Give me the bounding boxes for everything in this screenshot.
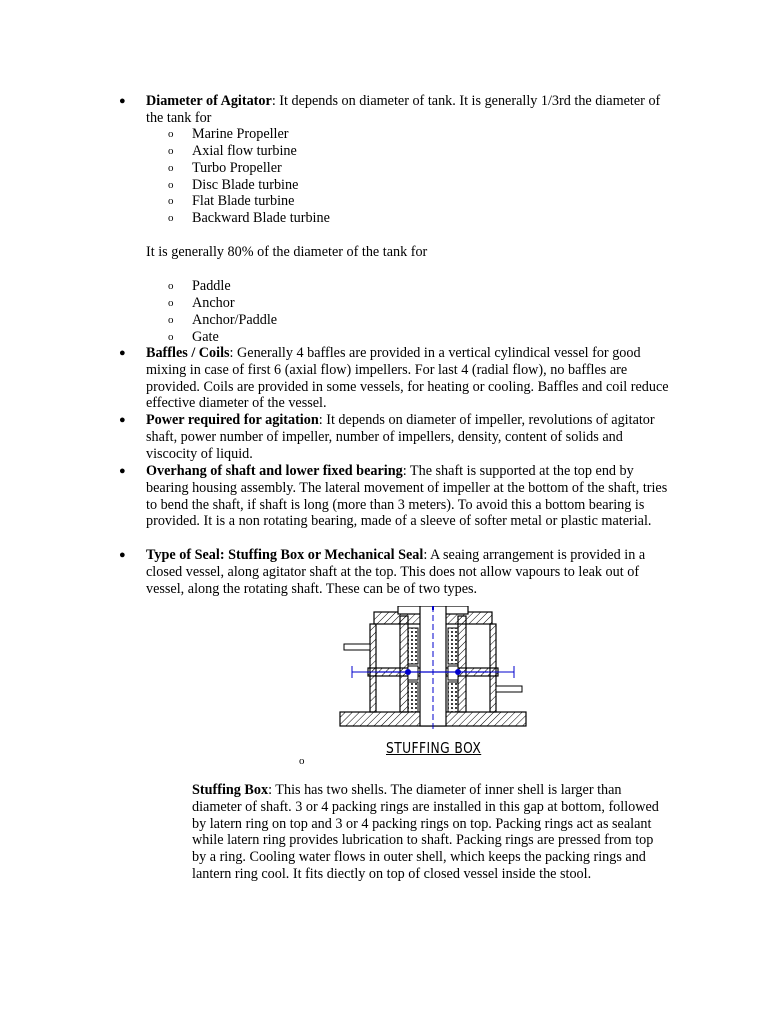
paragraph-title: Stuffing Box [192,782,269,798]
bullet-icon: ● [119,414,126,426]
sub-item [168,126,289,143]
sub-item [168,295,235,312]
circle-bullet-icon: o [168,145,174,157]
sub-item [168,193,295,210]
sub-item-label: Disc Blade turbine [192,177,299,193]
circle-bullet-icon: o [168,280,174,292]
sub-item-label: Anchor [192,295,235,311]
bullet-item-power-required [119,412,671,462]
bullet-item-diameter-of-agitator [119,93,671,127]
sub-item [168,312,278,329]
item-title: Power required for agitation [146,412,319,428]
item-title: Diameter of Agitator [146,93,272,109]
circle-bullet-icon: o [168,162,174,174]
sub-item [168,278,231,295]
sub-item-label: Paddle [192,278,231,294]
sub-item-label: Marine Propeller [192,126,289,142]
sub-item [168,329,219,346]
sub-item-label: Axial flow turbine [192,143,297,159]
sub-item [168,143,297,160]
item-text: : It depends on diameter of tank. It is generally 1/3rd the diameter of the tank for [146,93,661,126]
item-text: : A seaing arrangement is provided in a closed vessel, along agitator shaft at the top. This does not allow vapours to leak out of vessel, along the rotating shaft. These can be of two types. [146,547,646,597]
circle-bullet-icon: o [168,331,174,343]
sub-item-label: Backward Blade turbine [192,210,330,226]
bullet-item-type-of-seal [119,547,671,597]
sub-item-label: Gate [192,329,219,345]
item-title: Baffles / Coils [146,345,230,361]
paragraph-80-percent: It is generally 80% of the diameter of the tank for [146,244,428,260]
circle-bullet-icon: o [168,314,174,326]
item-text: : Generally 4 baffles are provided in a vertical cylindical vessel for good mixing in case of first 6 (axial flow) impellers. For last 4 (radial flow), no baffles are provided. Coils are provided in some vessels, for heating or cooling. Baffles and coil reduce effective diameter of the vessel. [146,345,669,412]
bullet-icon: ● [119,549,126,561]
bullet-icon: ● [119,347,126,359]
sub-item [168,177,299,194]
bullet-icon: ● [119,465,126,477]
sub-item [168,160,282,177]
stuffing-box-paragraph [192,782,667,883]
bullet-item-baffles-coils [119,345,671,412]
figure-caption: STUFFING BOX [386,739,482,757]
circle-bullet-icon: o [168,179,174,191]
item-title: Overhang of shaft and lower fixed bearing [146,463,403,479]
circle-bullet-icon: o [168,297,174,309]
sub-item [168,210,330,227]
item-text: : The shaft is supported at the top end by bearing housing assembly. The lateral movement of impeller at the bottom of the shaft, tries to bend the shaft, if shaft is long (more than 3 meters). To avoid this a bottom bearing is provided. It is a non rotating bearing, made of a sleeve of softer metal or plastic material. [146,463,668,530]
stuffing-box-drawing [338,606,530,760]
bullet-item-overhang-of-shaft [119,463,671,530]
sub-item-label: Flat Blade turbine [192,193,295,209]
bullet-icon: ● [119,95,126,107]
circle-bullet-icon: o [168,128,174,140]
circle-bullet-icon: o [299,755,305,767]
item-title: Type of Seal: Stuffing Box or Mechanical Seal [146,547,424,563]
item-text: : It depends on diameter of impeller, revolutions of agitator shaft, power number of impeller, number of impellers, density, content of solids and viscocity of liquid. [146,412,655,462]
circle-bullet-icon: o [168,212,174,224]
sub-item-label: Anchor/Paddle [192,312,278,328]
circle-bullet-icon: o [168,195,174,207]
sub-item-label: Turbo Propeller [192,160,282,176]
paragraph-text: : This has two shells. The diameter of inner shell is larger than diameter of shaft. 3 or 4 packing rings are installed in this gap at bottom, followed by latern ring on top and 3 or 4 packing rings on top. Packing rings act as sealant while latern ring provides lubrication to shaft. Packing rings are pressed from top by a ring. Cooling water flows in outer shell, which keeps the packing rings and lantern ring cool. It fits diectly on top of closed vessel inside the stool. [192,782,659,882]
stuffing-box-figure [338,606,530,765]
